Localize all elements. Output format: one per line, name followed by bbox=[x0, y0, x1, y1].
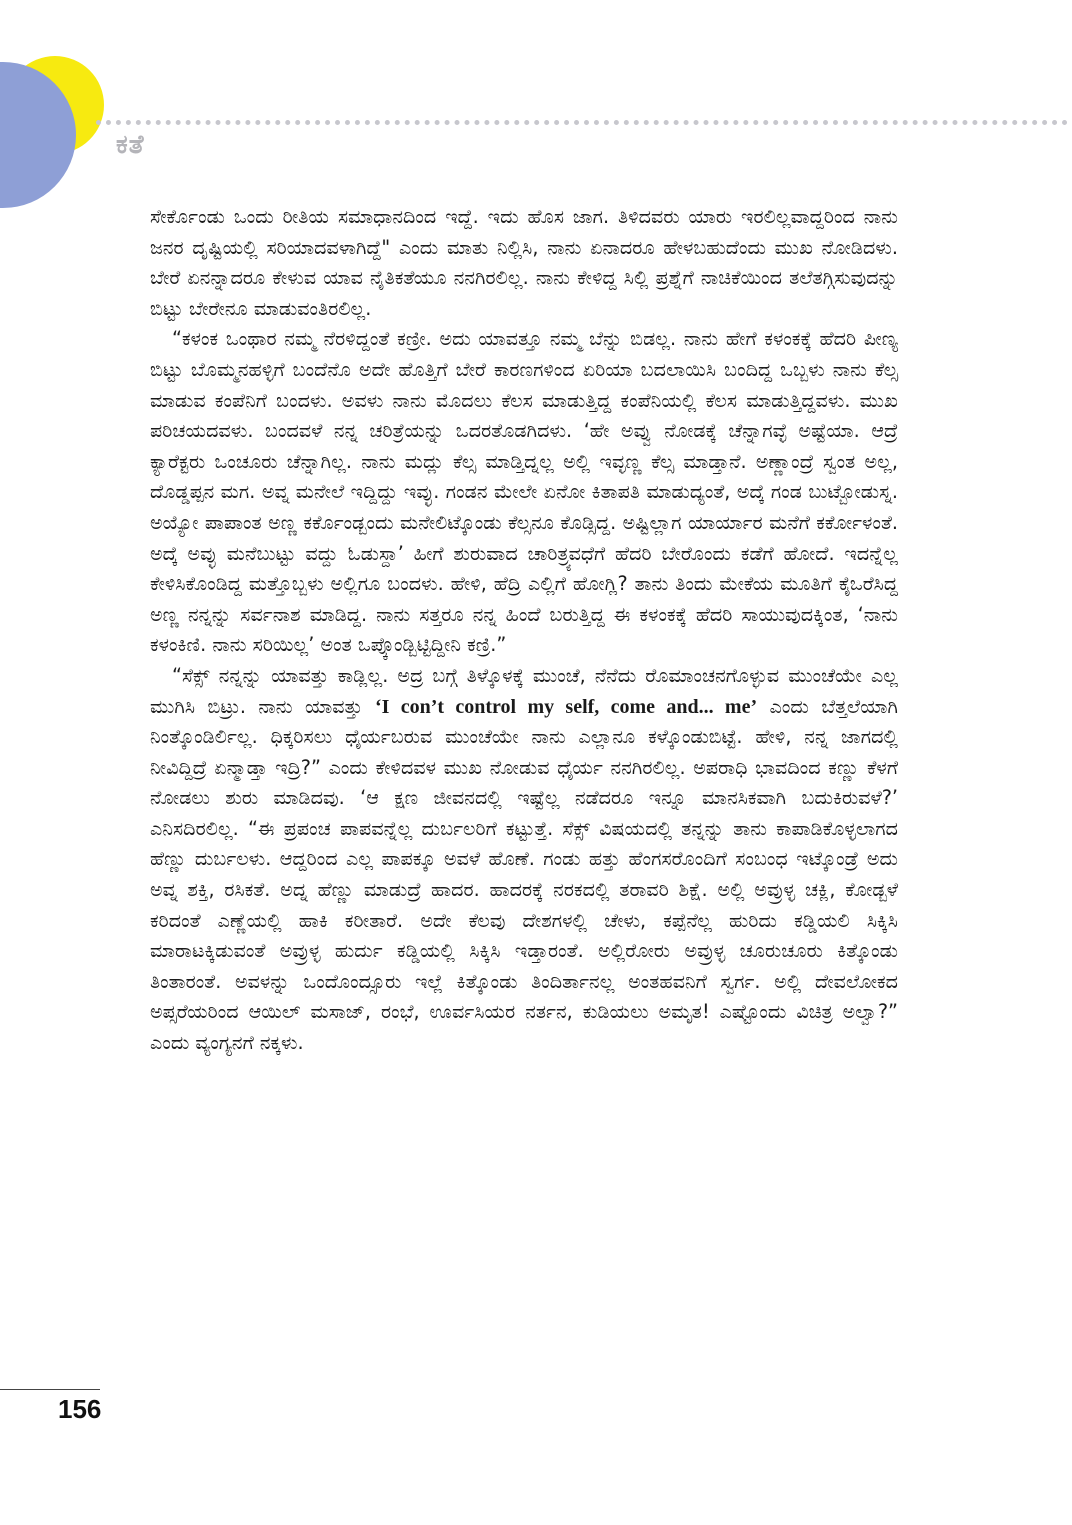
dotted-header-rule bbox=[96, 120, 1068, 125]
story-body bbox=[150, 202, 898, 1059]
english-quote: ‘I con’t control my self, come and... me’ bbox=[374, 695, 758, 718]
section-label: ಕತೆ bbox=[116, 130, 145, 160]
page-number-rule bbox=[0, 1389, 100, 1390]
paragraph-1: ಸೇರ್ಕೊಂಡು ಒಂದು ರೀತಿಯ ಸಮಾಧಾನದಿಂದ ಇದ್ದೆ. ಇದು ಹೊಸ ಜಾಗ. ತಿಳಿದವರು ಯಾರು ಇರಲಿಲ್ಲವಾದ್ದರಿಂದ ನಾನು ಜನರ ದೃಷ್ಟಿಯಲ್ಲಿ ಸರಿಯಾದವಳಾಗಿದ್ದೆ" ಎಂದು ಮಾತು ನಿಲ್ಲಿಸಿ, ನಾನು ಏನಾದರೂ ಹೇಳಬಹುದೆಂದು ಮುಖ ನೋಡಿದಳು. ಬೇರೆ ಏನನ್ನಾದರೂ ಕೇಳುವ ಯಾವ ನೈತಿಕತೆಯೂ ನನಗಿರಲಿಲ್ಲ. ನಾನು ಕೇಳಿದ್ದ ಸಿಲ್ಲಿ ಪ್ರಶ್ನೆಗೆ ನಾಚಿಕೆಯಿಂದ ತಲೆತಗ್ಗಿಸುವುದನ್ನು ಬಿಟ್ಟು ಬೇರೇನೂ ಮಾಡುವಂತಿರಲಿಲ್ಲ. bbox=[150, 205, 898, 320]
paragraph-3-rest: ಎಂದು ಬೆತ್ತಲೆಯಾಗಿ ನಿಂತ್ಕೊಂಡಿರ್ಲಿಲ್ಲ. ಧಿಕ್ಕರಿಸಲು ಧೈರ್ಯಬರುವ ಮುಂಚೆಯೇ ನಾನು ಎಲ್ಲಾನೂ ಕಳ್ಕೊಂಡುಬಿಟ್ಟೆ. ಹೇಳಿ, ನನ್ನ ಜಾಗದಲ್ಲಿ ನೀವಿದ್ದಿದ್ರೆ ಏನ್ಮಾಡ್ತಾ ಇದ್ರಿ?” ಎಂದು ಕೇಳಿದವಳ ಮುಖ ನೋಡುವ ಧೈರ್ಯ ನನಗಿರಲಿಲ್ಲ. ಅಪರಾಧಿ ಭಾವದಿಂದ ಕಣ್ಣು ಕೆಳಗೆ ನೋಡಲು ಶುರು ಮಾಡಿದವು. ‘ಆ ಕ್ಷಣ ಜೀವನದಲ್ಲಿ ಇಷ್ಟೆಲ್ಲ ನಡೆದರೂ ಇನ್ನೂ ಮಾನಸಿಕವಾಗಿ ಬದುಕಿರುವಳೆ?’ ಎನಿಸದಿರಲಿಲ್ಲ. “ಈ ಪ್ರಪಂಚ ಪಾಪವನ್ನೆಲ್ಲ ದುರ್ಬಲರಿಗೆ ಕಟ್ಟುತ್ತೆ. ಸೆಕ್ಸ್ ವಿಷಯದಲ್ಲಿ ತನ್ನನ್ನು ತಾನು ಕಾಪಾಡಿಕೊಳ್ಳಲಾಗದ ಹೆಣ್ಣು ದುರ್ಬಲಳು. ಆದ್ದರಿಂದ ಎಲ್ಲ ಪಾಪಕ್ಕೂ ಅವಳೆ ಹೊಣೆ. ಗಂಡು ಹತ್ತು ಹೆಂಗಸರೊಂದಿಗೆ ಸಂಬಂಧ ಇಟ್ಕೊಂಡ್ರೆ ಅದು ಅವ್ನ ಶಕ್ತಿ, ರಸಿಕತೆ. ಅದ್ನ ಹೆಣ್ಣು ಮಾಡುದ್ರೆ ಹಾದರ. ಹಾದರಕ್ಕೆ ನರಕದಲ್ಲಿ ತರಾವರಿ ಶಿಕ್ಷೆ. ಅಲ್ಲಿ ಅವ್ರುಳ್ಳ ಚಕ್ಲಿ, ಕೋಡ್ಬಳೆ ಕರಿದಂತೆ ಎಣ್ಣೆಯಲ್ಲಿ ಹಾಕಿ ಕರೀತಾರೆ. ಅದೇ ಕೆಲವು ದೇಶಗಳಲ್ಲಿ ಚೇಳು, ಕಪ್ಪೆನೆಲ್ಲ ಹುರಿದು ಕಡ್ಡಿಯಲಿ ಸಿಕ್ಕಿಸಿ ಮಾರಾಟಕ್ಕಿಡುವಂತೆ ಅವ್ರುಳ್ಳ ಹುರ್ದು ಕಡ್ಡಿಯಲ್ಲಿ ಸಿಕ್ಕಿಸಿ ಇಡ್ತಾರಂತೆ. ಅಲ್ಲಿರೋರು ಅವ್ರುಳ್ಳ ಚೂರುಚೂರು ಕಿತ್ಕೊಂಡು ತಿಂತಾರಂತೆ. ಅವಳನ್ನು ಒಂದೊಂದ್ಸೂರು ಇಲ್ಲೆ ಕಿತ್ಕೊಂಡು ತಿಂದಿರ್ತಾನಲ್ಲ ಅಂತಹವನಿಗೆ ಸ್ವರ್ಗ. ಅಲ್ಲಿ ದೇವಲೋಕದ ಅಪ್ಸರೆಯರಿಂದ ಆಯಿಲ್ ಮಸಾಜ್, ರಂಭೆ, ಊರ್ವಸಿಯರ ನರ್ತನ, ಕುಡಿಯಲು ಅಮೃತ! ಎಷ್ಟೊಂದು ವಿಚಿತ್ರ ಅಲ್ವಾ?” ಎಂದು ವ್ಯಂಗ್ಯನಗೆ ನಕ್ಕಳು. bbox=[150, 694, 899, 1055]
paragraph-3-lead: “ಸೆಕ್ಸ್ ನನ್ನನ್ನು ಯಾವತ್ತು ಕಾಡ್ಲಿಲ್ಲ. ಅದ್ರ ಬಗ್ಗೆ ತಿಳ್ಕೊಳಕ್ಕೆ ಮುಂಚೆ, ನೆನೆದು ರೊಮಾಂಚನಗೊಳ್ಳುವ ಮುಂಚೆಯೇ ಎಲ್ಲ ಮುಗಿಸಿ ಬಿಟ್ರು. ನಾನು ಯಾವತ್ತು bbox=[150, 663, 898, 718]
paragraph-2: “ಕಳಂಕ ಒಂಥಾರ ನಮ್ಮ ನೆರಳಿದ್ದಂತೆ ಕಣ್ರೀ. ಅದು ಯಾವತ್ತೂ ನಮ್ಮ ಬೆನ್ನು ಬಿಡಲ್ಲ. ನಾನು ಹೇಗೆ ಕಳಂಕಕ್ಕೆ ಹೆದರಿ ಪೀಣ್ಯ ಬಿಟ್ಟು ಬೊಮ್ಮನಹಳ್ಳಿಗೆ ಬಂದೆನೊ ಅದೇ ಹೊತ್ತಿಗೆ ಬೇರೆ ಕಾರಣಗಳಿಂದ ಏರಿಯಾ ಬದಲಾಯಿಸಿ ಬಂದಿದ್ದ ಒಬ್ಬಳು ನಾನು ಕೆಲ್ಸ ಮಾಡುವ ಕಂಪೆನಿಗೆ ಬಂದಳು. ಅವಳು ನಾನು ಮೊದಲು ಕೆಲಸ ಮಾಡುತ್ತಿದ್ದ ಕಂಪೆನಿಯಲ್ಲಿ ಕೆಲಸ ಮಾಡುತ್ತಿದ್ದವಳು. ಮುಖ ಪರಿಚಯದವಳು. ಬಂದವಳೆ ನನ್ನ ಚರಿತ್ರೆಯನ್ನು ಒದರತೊಡಗಿದಳು. ‘ಹೇ ಅವ್ವು ನೋಡಕ್ಕೆ ಚೆನ್ನಾಗವ್ಳೆ ಅಷ್ಟೆಯಾ. ಆದ್ರೆ ಕ್ಯಾರೆಕ್ಟರು ಒಂಚೂರು ಚೆನ್ನಾಗಿಲ್ಲ. ನಾನು ಮದ್ಲು ಕೆಲ್ಸ ಮಾಡ್ತಿದ್ನಲ್ಲ ಅಲ್ಲಿ ಇವ್ಳಣ್ಣ ಕೆಲ್ಸ ಮಾಡ್ತಾನೆ. ಅಣ್ಣಾಂದ್ರೆ ಸ್ವಂತ ಅಲ್ಲ, ದೊಡ್ಡಪ್ಪನ ಮಗ. ಅವ್ನ ಮನೇಲೆ ಇದ್ದಿದ್ದು ಇವ್ಳು. ಗಂಡನ ಮೇಲೇ ಏನೋ ಕಿತಾಪತಿ ಮಾಡುದ್ಯಂತೆ, ಅದ್ಕೆ ಗಂಡ ಬುಟ್ಬೋಡುಸ್ನ. ಅಯ್ಯೋ ಪಾಪಾಂತ ಅಣ್ಣ ಕರ್ಕೊಂಡ್ಬಂದು ಮನೇಲಿಟ್ಕೊಂಡು ಕೆಲ್ಸನೂ ಕೊಡ್ಸಿದ್ದ. ಅಷ್ಟಿಲ್ಲಾಗ ಯಾರ್ಯಾರ ಮನೆಗೆ ಕರ್ಕೋಳಂತೆ. ಅದ್ಕೆ ಅವ್ಳು ಮನೆಬುಟ್ಟು ವದ್ದು ಓಡುಸ್ದಾ’ ಹೀಗೆ ಶುರುವಾದ ಚಾರಿತ್ರ್ಯವಧೆಗೆ ಹೆದರಿ ಬೇರೊಂದು ಕಡೆಗೆ ಹೋದೆ. ಇದನ್ನೆಲ್ಲ ಕೇಳಿಸಿಕೊಂಡಿದ್ದ ಮತ್ತೊಬ್ಬಳು ಅಲ್ಲಿಗೂ ಬಂದಳು. ಹೇಳಿ, ಹೆದ್ರಿ ಎಲ್ಲಿಗೆ ಹೋಗ್ಲಿ? ತಾನು ತಿಂದು ಮೇಕೆಯ ಮೂತಿಗೆ ಕೈಒರೆಸಿದ್ದ ಅಣ್ಣ ನನ್ನನ್ನು ಸರ್ವನಾಶ ಮಾಡಿದ್ದ. ನಾನು ಸತ್ತರೂ ನನ್ನ ಹಿಂದೆ ಬರುತ್ತಿದ್ದ ಈ ಕಳಂಕಕ್ಕೆ ಹೆದರಿ ಸಾಯುವುದಕ್ಕಿಂತ, ‘ನಾನು ಕಳಂಕಿಣಿ. ನಾನು ಸರಿಯಿಲ್ಲ’ ಅಂತ ಒಪ್ಕೊಂಡ್ಬಿಟ್ಟಿದ್ದೀನಿ ಕಣ್ರಿ.” bbox=[150, 327, 898, 657]
page-number: 156 bbox=[58, 1394, 102, 1424]
paragraph-3 bbox=[150, 661, 898, 1059]
